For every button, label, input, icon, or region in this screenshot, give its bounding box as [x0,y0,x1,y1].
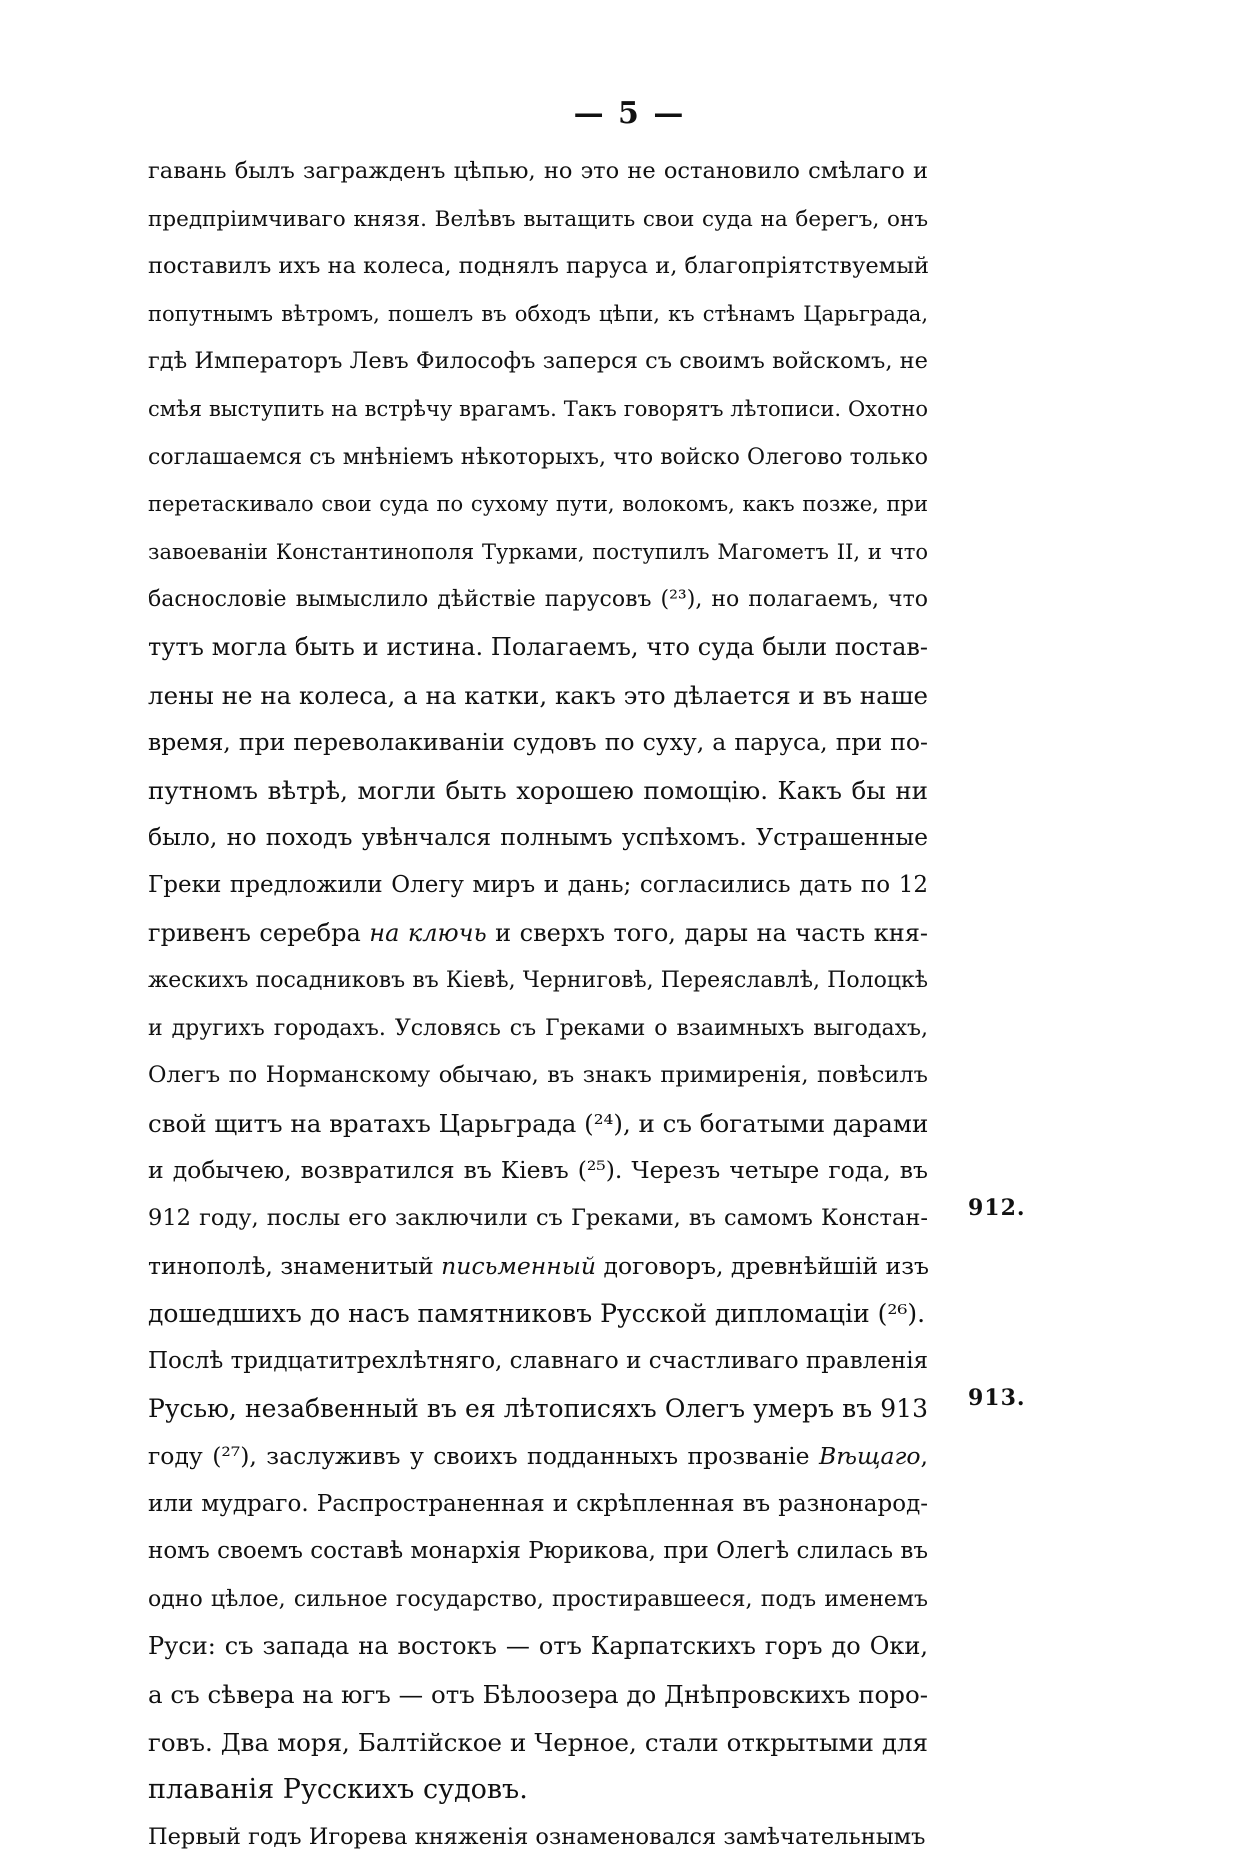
text-line: году (²⁷), заслуживъ у своихъ подданныхъ прозваніе Вѣщаго, [148,1442,928,1471]
text-line: путномъ вѣтрѣ, могли быть хорошею помощію. Какъ бы ни [148,775,928,805]
text-line: предпріимчиваго князя. Велѣвъ вытащить свои суда на берегъ, онъ [148,206,928,232]
text-line: попутнымъ вѣтромъ, пошелъ въ обходъ цѣпи, къ стѣнамъ Царьграда, [148,301,928,326]
text-line: номъ своемъ составѣ монархія Рюрикова, при Олегѣ слилась въ [148,1538,928,1565]
text-line: Послѣ тридцатитрехлѣтняго, славнаго и счастливаго правленія [148,1347,929,1374]
text-line: или мудраго. Распространенная и скрѣпленная въ разнонарод- [148,1490,928,1517]
text-line: соглашаемся съ мнѣніемъ нѣкоторыхъ, что войско Олегово только [148,444,928,470]
text-line: и добычею, возвратился въ Кіевъ (²⁵). Черезъ четыре года, въ [148,1156,928,1185]
text-line: гавань былъ загражденъ цѣпью, но это не остановило смѣлаго и [148,158,928,184]
margin-year-913: 913. [968,1385,1026,1411]
text-line: жескихъ посадниковъ въ Кіевѣ, Черниговѣ, Переяславлѣ, Полоцкѣ [148,968,928,994]
text-line: тутъ могла быть и истина. Полагаемъ, что суда были постав- [148,632,928,661]
text-line: завоеваніи Константинополя Турками, поступилъ Магометъ II, и что [148,539,928,564]
text-line: Русью, незабвенный въ ея лѣтописяхъ Олегъ умеръ въ 913 [148,1394,928,1424]
text-line: одно цѣлое, сильное государство, простиравшееся, подъ именемъ [148,1586,928,1612]
text-line: Олегъ по Норманскому обычаю, въ знакъ примиренія, повѣсилъ [148,1062,928,1089]
text-line: Греки предложили Олегу миръ и дань; согласились дать по 12 [148,871,928,898]
text-line: дошедшихъ до насъ памятниковъ Русской дипломаціи (²⁶). [148,1299,926,1329]
page-number: — 5 — [573,96,686,131]
text-line: поставилъ ихъ на колеса, поднялъ паруса и, благопріятствуемый [148,253,930,280]
text-line: 912 году, послы его заключили съ Греками, въ самомъ Констан- [148,1205,928,1232]
text-line: гривенъ серебра на ключь и сверхъ того, дары на часть кня- [148,918,928,947]
text-line: время, при переволакиваніи судовъ по суху, а паруса, при по- [148,728,928,757]
text-line: гдѣ Императоръ Левъ Философъ заперся съ своимъ войскомъ, не [148,348,928,375]
text-line: смѣя выступить на встрѣчу врагамъ. Такъ говорятъ лѣтописи. Охотно [148,396,928,421]
italic-phrase: Вѣщаго [818,1442,921,1471]
text-line: говъ. Два моря, Балтійское и Черное, стали открытыми для [148,1727,928,1757]
italic-phrase: письменный [441,1251,597,1280]
text-line: было, но походъ увѣнчался полнымъ успѣхомъ. Устрашенные [148,823,928,852]
text-line: плаванія Русскихъ судовъ. [148,1774,528,1806]
body-text [148,148,928,1861]
text-line: Руси: съ запада на востокъ — отъ Карпатскихъ горъ до Оки, [148,1632,928,1661]
text-line: свой щитъ на вратахъ Царьграда (²⁴), и съ богатыми дарами [148,1108,929,1138]
text-line: тинополѣ, знаменитый письменный договоръ, древнѣйшій изъ [148,1251,929,1280]
text-line: а съ сѣвера на югъ — отъ Бѣлоозера до Днѣпровскихъ поро- [148,1680,928,1709]
text-line: и другихъ городахъ. Условясь съ Греками о взаимныхъ выгодахъ, [148,1015,928,1041]
text-line: баснословіе вымыслило дѣйствіе парусовъ (²³), но полагаемъ, что [148,587,928,613]
margin-year-912: 912. [968,1195,1026,1221]
text-line: лены не на колеса, а на катки, какъ это дѣлается и въ наше [148,680,928,710]
text-line: Первый годъ Игорева княженія ознаменовался замѣчательнымъ [148,1823,926,1850]
italic-phrase: на ключь [369,918,487,947]
text-line: перетаскивало свои суда по сухому пути, волокомъ, какъ позже, при [148,492,928,517]
